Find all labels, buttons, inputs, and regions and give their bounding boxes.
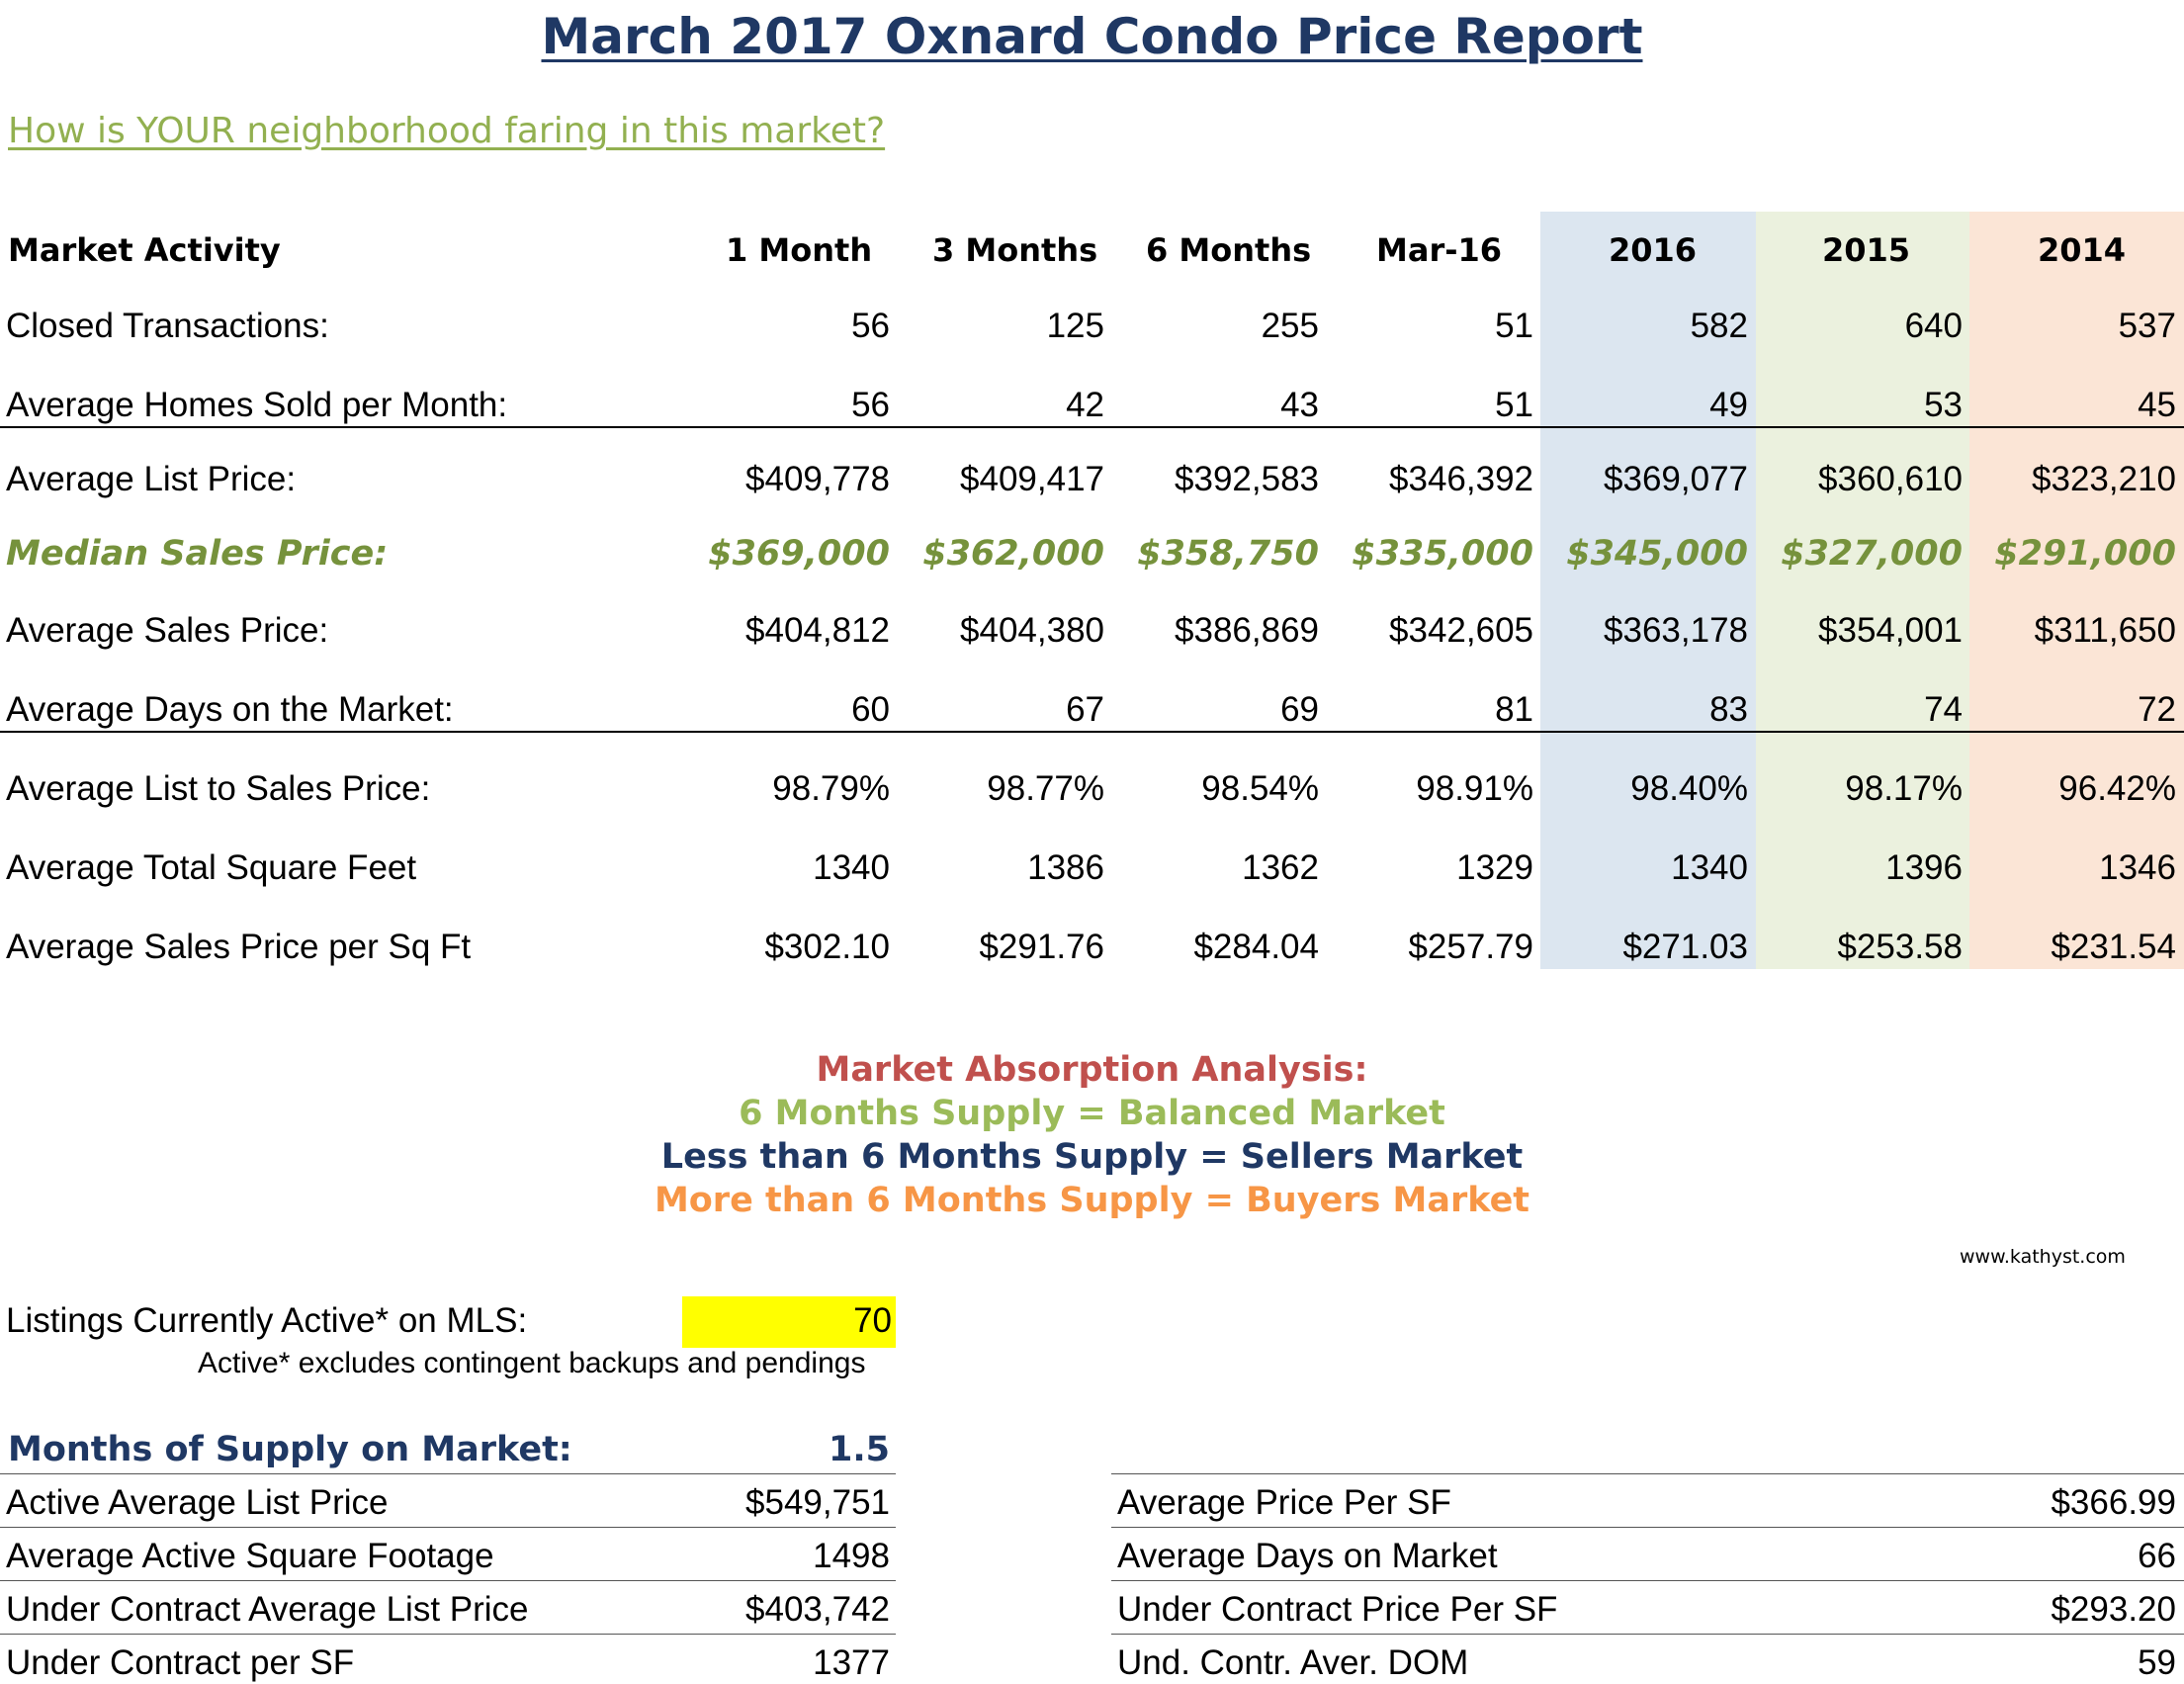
row-label: Median Sales Price: [6,534,389,574]
summary-value: $549,751 [745,1483,890,1522]
row-divider [0,426,2184,428]
table-cell: $253.58 [1837,928,1963,966]
table-cell: 69 [1280,690,1319,729]
column-header: 1 Month [726,231,873,269]
table-cell: 1362 [1242,848,1319,887]
listings-note: Active* excludes contingent backups and pendings [198,1347,866,1379]
row-label: Average Homes Sold per Month: [6,386,508,424]
table-cell: $257.79 [1408,928,1533,966]
column-header: 6 Months [1146,231,1312,269]
row-divider [0,1634,896,1635]
table-cell: 51 [1495,307,1533,345]
page-subtitle: How is YOUR neighborhood faring in this market? [8,111,886,151]
table-cell: 255 [1261,307,1319,345]
summary-label: Average Price Per SF [1117,1483,1451,1522]
table-cell: 56 [851,386,890,424]
row-label: Average Sales Price per Sq Ft [6,928,472,966]
summary-value: 1498 [813,1537,890,1575]
column-header: 2014 [2038,231,2127,269]
row-divider [0,1473,896,1474]
row-label: Average Days on the Market: [6,690,454,729]
column-header: 2016 [1609,231,1698,269]
table-cell: 98.54% [1201,769,1319,808]
summary-value: 59 [2138,1643,2176,1682]
summary-value: 66 [2138,1537,2176,1575]
table-cell: $231.54 [2051,928,2176,966]
summary-value: $366.99 [2051,1483,2176,1522]
table-cell: 1340 [1671,848,1748,887]
table-cell: $404,812 [745,611,890,650]
row-label: Average List to Sales Price: [6,769,431,808]
row-divider [0,1580,896,1581]
table-cell: 60 [851,690,890,729]
table-cell: 83 [1709,690,1748,729]
table-cell: 51 [1495,386,1533,424]
table-cell: 125 [1046,307,1104,345]
table-cell: $335,000 [1352,534,1533,574]
table-cell: 1340 [813,848,890,887]
summary-label: Under Contract Average List Price [6,1590,529,1629]
table-cell: $386,869 [1175,611,1319,650]
table-cell: $302.10 [764,928,890,966]
summary-label: Average Days on Market [1117,1537,1498,1575]
summary-label: Under Contract Price Per SF [1117,1590,1558,1629]
table-cell: $404,380 [960,611,1104,650]
column-header: Mar-16 [1376,231,1503,269]
table-cell: 49 [1709,386,1748,424]
table-cell: $392,583 [1175,460,1319,498]
summary-label: Under Contract per SF [6,1643,355,1682]
row-label: Closed Transactions: [6,307,329,345]
table-cell: 67 [1066,690,1104,729]
table-cell: 43 [1280,386,1319,424]
table-cell: 537 [2118,307,2176,345]
table-cell: $291.76 [979,928,1104,966]
table-cell: 72 [2138,690,2176,729]
table-cell: $311,650 [2034,611,2176,650]
table-cell: 45 [2138,386,2176,424]
summary-label: Active Average List Price [6,1483,389,1522]
table-cell: $354,001 [1818,611,1963,650]
table-cell: 98.77% [987,769,1104,808]
table-cell: $342,605 [1389,611,1533,650]
absorption-heading: Market Absorption Analysis: [816,1050,1368,1090]
table-cell: 640 [1904,307,1963,345]
summary-label: Und. Contr. Aver. DOM [1117,1643,1469,1682]
table-cell: $362,000 [922,534,1104,574]
table-cell: $369,000 [708,534,890,574]
table-cell: 56 [851,307,890,345]
table-cell: $360,610 [1818,460,1963,498]
table-cell: $346,392 [1389,460,1533,498]
table-cell: 1329 [1456,848,1533,887]
row-divider [1111,1634,2184,1635]
table-cell: 582 [1690,307,1748,345]
table-cell: 1346 [2099,848,2176,887]
table-cell: $409,417 [960,460,1104,498]
table-cell: $369,077 [1604,460,1748,498]
row-divider [1111,1580,2184,1581]
row-divider [0,1527,896,1528]
table-cell: 1396 [1885,848,1963,887]
table-cell: $271.03 [1622,928,1748,966]
summary-value: $293.20 [2051,1590,2176,1629]
table-cell: $327,000 [1781,534,1963,574]
table-cell: 98.79% [772,769,890,808]
table-cell: $323,210 [2032,460,2176,498]
supply-value: 1.5 [828,1430,890,1469]
absorption-buyers: More than 6 Months Supply = Buyers Market [654,1181,1530,1220]
table-cell: 98.40% [1630,769,1748,808]
table-cell: 81 [1495,690,1533,729]
table-cell: $358,750 [1137,534,1319,574]
page-title: March 2017 Oxnard Condo Price Report [541,8,1643,65]
column-header: 3 Months [932,231,1098,269]
supply-label: Months of Supply on Market: [8,1430,572,1469]
summary-value: 1377 [813,1643,890,1682]
table-cell: $345,000 [1566,534,1748,574]
row-divider [0,731,2184,733]
row-label: Average Total Square Feet [6,848,417,887]
summary-value: $403,742 [745,1590,890,1629]
column-header: 2015 [1822,231,1911,269]
row-label: Average Sales Price: [6,611,329,650]
row-divider [1111,1527,2184,1528]
table-cell: 53 [1924,386,1963,424]
summary-label: Average Active Square Footage [6,1537,494,1575]
absorption-sellers: Less than 6 Months Supply = Sellers Market [660,1137,1524,1177]
table-cell: $284.04 [1193,928,1319,966]
row-divider [1111,1473,2184,1474]
table-cell: 42 [1066,386,1104,424]
listings-label: Listings Currently Active* on MLS: [6,1301,528,1340]
table-cell: 98.91% [1416,769,1533,808]
table-cell: 98.17% [1845,769,1963,808]
listings-value: 70 [853,1301,892,1340]
table-cell: 74 [1924,690,1963,729]
absorption-balanced: 6 Months Supply = Balanced Market [739,1094,1445,1133]
table-cell: 1386 [1027,848,1104,887]
table-cell: 96.42% [2058,769,2176,808]
table-header-label: Market Activity [8,231,281,269]
website-url: www.kathyst.com [1960,1246,2126,1268]
table-cell: $363,178 [1604,611,1748,650]
row-label: Average List Price: [6,460,297,498]
table-cell: $291,000 [1994,534,2176,574]
table-cell: $409,778 [745,460,890,498]
